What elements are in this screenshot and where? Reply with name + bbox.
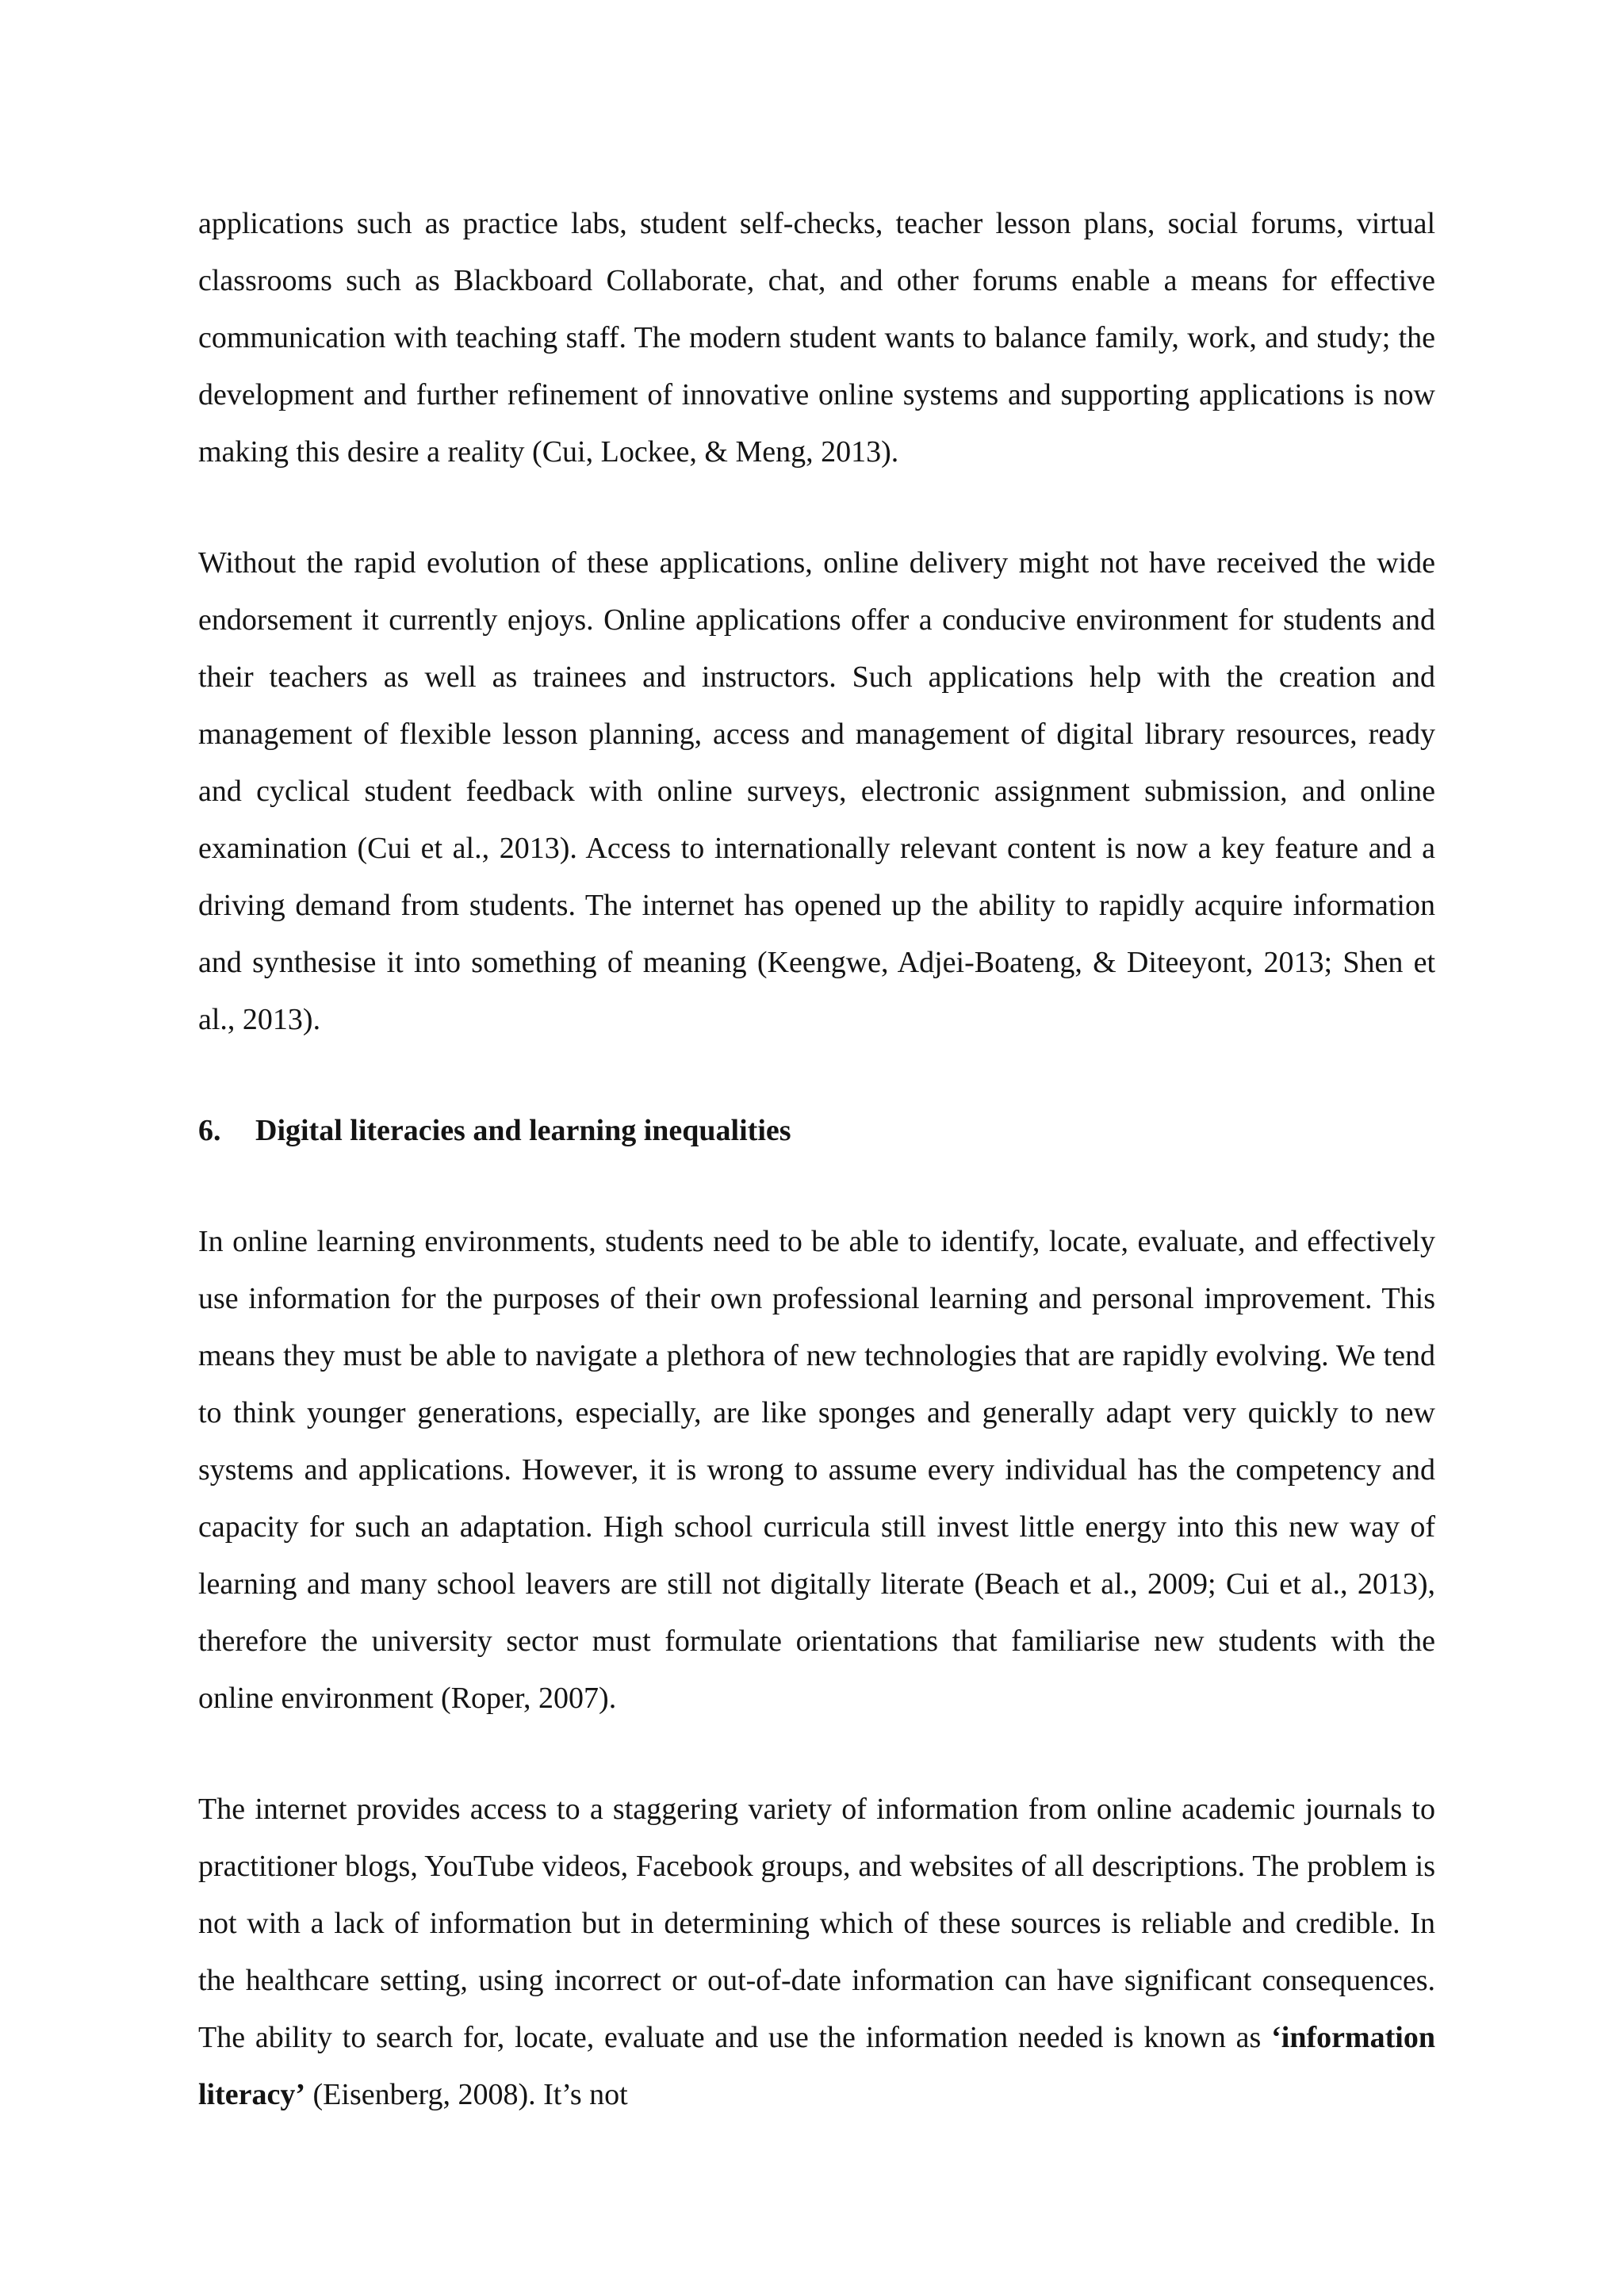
section-title: Digital literacies and learning inequalities: [255, 1114, 791, 1147]
section-number: 6.: [198, 1114, 221, 1147]
section-heading: [198, 1102, 1435, 1159]
paragraph-internet-tail: (Eisenberg, 2008). It’s not: [305, 2078, 628, 2111]
paragraph-applications: applications such as practice labs, student self-checks, teacher lesson plans, social forums, virtual classrooms such as Blackboard Collaborate, chat, and other forums enable a means for effective communication with teaching staff. The modern student wants to balance family, work, and study; the development and further refinement of innovative online systems and supporting applications is now making this desire a reality (Cui, Lockee, & Meng, 2013).: [198, 207, 1435, 469]
document-page: [198, 195, 1435, 2123]
paragraph-internet-access: [198, 1781, 1435, 2123]
paragraph-online-learning: In online learning environments, students need to be able to identify, locate, evaluate, and effectively use information for the purposes of their own professional learning and personal improvement. This means they must be able to navigate a plethora of new technologies that are rapidly evolving. We tend to think younger generations, especially, are like sponges and generally adapt very quickly to new systems and applications. However, it is wrong to assume every individual has the competency and capacity for such an adaptation. High school curricula still invest little energy into this new way of learning and many school leavers are still not digitally literate (Beach et al., 2009; Cui et al., 2013), therefore the university sector must formulate orientations that familiarise new students with the online environment (Roper, 2007).: [198, 1225, 1435, 1715]
information-literacy-term: ‘information literacy’: [198, 2021, 1435, 2111]
paragraph-rapid-evolution: Without the rapid evolution of these applications, online delivery might not have received the wide endorsement it currently enjoys. Online applications offer a conducive environment for students and their teachers as well as trainees and instructors. Such applications help with the creation and management of flexible lesson planning, access and management of digital library resources, ready and cyclical student feedback with online surveys, electronic assignment submission, and online examination (Cui et al., 2013). Access to internationally relevant content is now a key feature and a driving demand from students. The internet has opened up the ability to rapidly acquire information and synthesise it into something of meaning (Keengwe, Adjei-Boateng, & Diteeyont, 2013; Shen et al., 2013).: [198, 546, 1435, 1036]
paragraph-internet-text: The internet provides access to a staggering variety of information from online academic journals to practitioner blogs, YouTube videos, Facebook groups, and websites of all descriptions. The problem is not with a lack of information but in determining which of these sources is reliable and credible. In the healthcare setting, using incorrect or out-of-date information can have significant consequences. The ability to search for, locate, evaluate and use the information needed is known as: [198, 1793, 1435, 2054]
